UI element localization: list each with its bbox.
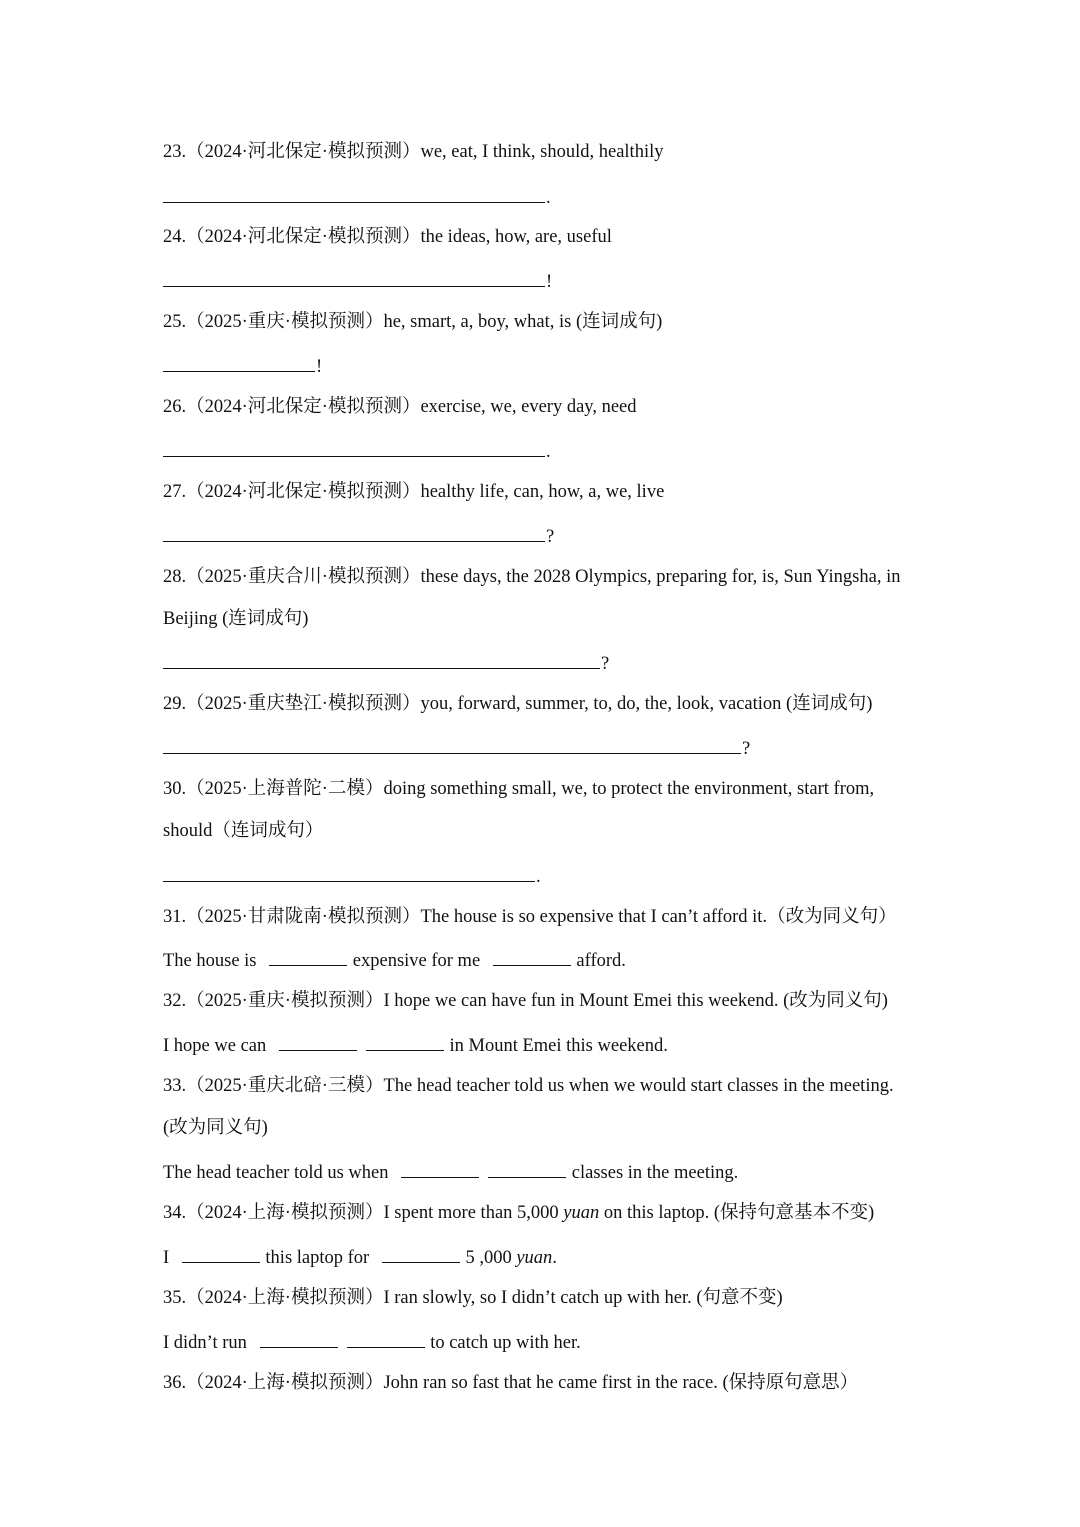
question-23 [163, 140, 663, 164]
answer-end-punct: . [536, 867, 541, 887]
question-source: （2024·河北保定·模拟预测） [186, 227, 421, 247]
question-28 [163, 565, 900, 589]
question-number: 33. [163, 1076, 187, 1096]
answer-text: I hope we can [163, 1036, 271, 1056]
answer-end-punct: ! [316, 357, 323, 377]
question-source: （2024·河北保定·模拟预测） [186, 482, 421, 502]
question-number: 23. [163, 142, 187, 162]
question-text-italic: yuan [563, 1203, 600, 1223]
answer-text: in Mount Emei this weekend. [444, 1036, 668, 1056]
answer-text: The house is [163, 951, 262, 971]
answer-blank[interactable] [163, 523, 545, 542]
answer-text-italic: yuan [516, 1248, 553, 1268]
answer-text: afford. [571, 951, 626, 971]
answer-end-punct: . [546, 188, 551, 208]
answer-line-26 [163, 438, 551, 464]
answer-end-punct: . [552, 1248, 557, 1268]
question-33-continued [163, 1116, 268, 1140]
question-29 [163, 692, 872, 716]
answer-blank[interactable] [347, 1329, 425, 1348]
question-text: he, smart, a, boy, what, is (连词成句) [383, 312, 663, 332]
question-number: 36. [163, 1373, 187, 1393]
question-number: 27. [163, 482, 187, 502]
answer-end-punct: ? [546, 527, 555, 547]
question-source: （2025·重庆·模拟预测） [186, 312, 384, 332]
answer-text: The head teacher told us when [163, 1163, 394, 1183]
question-text: I spent more than 5,000 [383, 1203, 564, 1223]
question-number: 31. [163, 907, 187, 927]
answer-text: I [163, 1248, 174, 1268]
answer-blank[interactable] [163, 650, 600, 669]
answer-blank[interactable] [401, 1159, 479, 1178]
question-33 [163, 1074, 894, 1098]
answer-text: 5 ,000 [460, 1248, 517, 1268]
answer-end-punct: . [546, 442, 551, 462]
question-text: we, eat, I think, should, healthily [420, 142, 664, 162]
answer-line-34 [163, 1244, 557, 1270]
answer-blank[interactable] [279, 1032, 357, 1051]
answer-line-33 [163, 1159, 738, 1185]
question-35 [163, 1286, 783, 1310]
question-28-continued [163, 607, 308, 631]
answer-end-punct: ? [601, 654, 610, 674]
answer-blank[interactable] [163, 353, 315, 372]
answer-line-24 [163, 268, 552, 294]
answer-line-32 [163, 1032, 668, 1058]
question-34 [163, 1201, 874, 1225]
question-text: healthy life, can, how, a, we, live [420, 482, 665, 502]
answer-blank[interactable] [260, 1329, 338, 1348]
question-text: The head teacher told us when we would start classes in the meeting. [383, 1076, 894, 1096]
answer-line-28 [163, 650, 609, 676]
question-number: 29. [163, 694, 187, 714]
question-source: （2024·河北保定·模拟预测） [186, 397, 421, 417]
question-text: John ran so fast that he came first in the race. (保持原句意思） [383, 1373, 859, 1393]
question-source: （2024·河北保定·模拟预测） [186, 142, 421, 162]
answer-line-29 [163, 735, 750, 761]
question-source: （2024·上海·模拟预测） [186, 1373, 384, 1393]
question-text-continued: should（连词成句） [163, 821, 324, 841]
question-30-continued [163, 819, 323, 843]
answer-blank[interactable] [182, 1244, 260, 1263]
question-text: the ideas, how, are, useful [420, 227, 612, 247]
question-number: 32. [163, 991, 187, 1011]
question-32 [163, 989, 888, 1013]
question-24 [163, 225, 612, 249]
answer-end-punct: ? [742, 739, 751, 759]
answer-text: I didn’t run [163, 1333, 252, 1353]
answer-blank[interactable] [163, 735, 741, 754]
question-text-continued: (改为同义句) [163, 1118, 268, 1138]
answer-text: this laptop for [260, 1248, 374, 1268]
answer-end-punct: ! [546, 272, 553, 292]
question-source: （2025·重庆合川·模拟预测） [186, 567, 421, 587]
question-source: （2025·甘肃陇南·模拟预测） [186, 907, 421, 927]
question-30 [163, 777, 874, 801]
question-source: （2024·上海·模拟预测） [186, 1288, 384, 1308]
answer-blank[interactable] [163, 863, 535, 882]
question-number: 30. [163, 779, 187, 799]
answer-line-30 [163, 863, 541, 889]
answer-text: expensive for me [348, 951, 485, 971]
answer-line-35 [163, 1329, 581, 1355]
answer-blank[interactable] [366, 1032, 444, 1051]
question-number: 34. [163, 1203, 187, 1223]
question-text: I hope we can have fun in Mount Emei this weekend. (改为同义句) [383, 991, 888, 1011]
question-25 [163, 310, 662, 334]
question-number: 26. [163, 397, 187, 417]
question-text: exercise, we, every day, need [420, 397, 637, 417]
question-26 [163, 395, 637, 419]
question-text: doing something small, we, to protect the environment, start from, [383, 779, 875, 799]
question-text: The house is so expensive that I can’t afford it.（改为同义句） [420, 907, 897, 927]
question-text: you, forward, summer, to, do, the, look, vacation (连词成句) [420, 694, 873, 714]
question-text: I ran slowly, so I didn’t catch up with her. (句意不变) [383, 1288, 783, 1308]
question-source: （2025·重庆北碚·三模） [186, 1076, 384, 1096]
answer-blank[interactable] [488, 1159, 566, 1178]
question-number: 28. [163, 567, 187, 587]
question-number: 25. [163, 312, 187, 332]
question-number: 24. [163, 227, 187, 247]
question-31 [163, 905, 897, 929]
answer-line-25 [163, 353, 322, 379]
answer-line-27 [163, 523, 554, 549]
answer-blank[interactable] [163, 268, 545, 287]
answer-text: to catch up with her. [425, 1333, 581, 1353]
answer-line-23 [163, 184, 551, 210]
question-36 [163, 1371, 858, 1395]
answer-line-31 [163, 947, 626, 973]
answer-blank[interactable] [269, 947, 347, 966]
answer-blank[interactable] [493, 947, 571, 966]
answer-blank[interactable] [382, 1244, 460, 1263]
answer-text: classes in the meeting. [567, 1163, 739, 1183]
question-source: （2025·重庆垫江·模拟预测） [186, 694, 421, 714]
question-text: on this laptop. (保持句意基本不变) [599, 1203, 875, 1223]
question-source: （2025·上海普陀·二模） [186, 779, 384, 799]
question-source: （2025·重庆·模拟预测） [186, 991, 384, 1011]
question-number: 35. [163, 1288, 187, 1308]
answer-blank[interactable] [163, 184, 545, 203]
answer-blank[interactable] [163, 438, 545, 457]
question-text: these days, the 2028 Olympics, preparing for, is, Sun Yingsha, in [420, 567, 901, 587]
question-27 [163, 480, 664, 504]
question-source: （2024·上海·模拟预测） [186, 1203, 384, 1223]
question-text-continued: Beijing (连词成句) [163, 609, 309, 629]
